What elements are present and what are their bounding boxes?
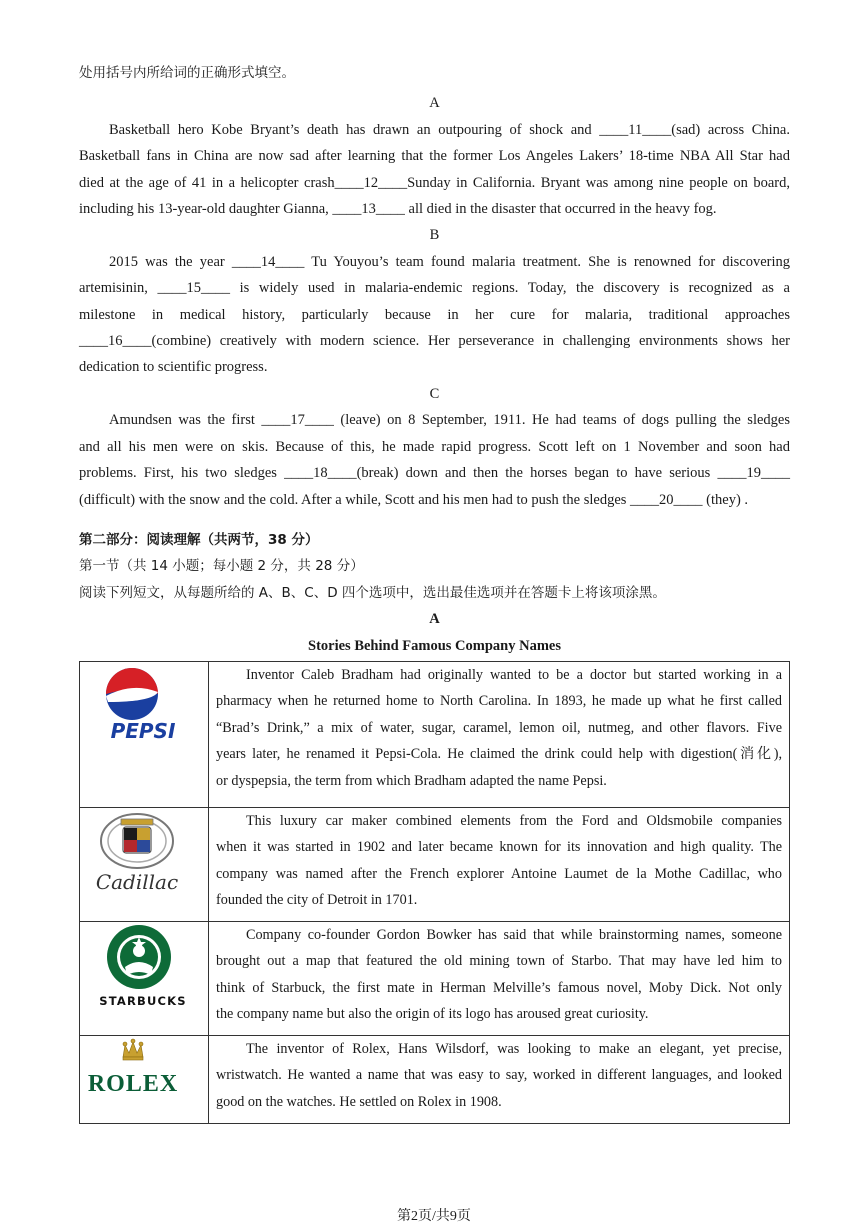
passage-line: (difficult) with the snow and the cold. After a while, Scott and his men had to push the sledges ____20____ (they) . (79, 491, 749, 508)
cadillac-logo-cell (80, 807, 209, 921)
company-table (79, 661, 790, 1124)
passage-line: Amundsen was the first ____17____ (leave) on 8 September, 1911. He had teams of dogs pulling the sledges (109, 412, 790, 429)
row-line: when it was started in 1902 and later became known for its innovation and high quality. The (216, 839, 782, 856)
row-line: founded the city of Detroit in 1701. (216, 892, 418, 909)
pepsi-description (209, 661, 790, 807)
table-row (80, 661, 790, 807)
row-line: The inventor of Rolex, Hans Wilsdorf, was looking to make an elegant, yet precise, (246, 1040, 782, 1057)
passage-line: Basketball hero Kobe Bryant’s death has drawn an outpouring of shock and ____11____(sad) across China. (109, 121, 790, 138)
row-line: pharmacy when he returned home to North Carolina. In 1893, he made up what he first called (216, 693, 782, 710)
part2-passage-label: A (429, 611, 440, 628)
part2-title: 第二部分：阅读理解（共两节，38 分） (79, 531, 319, 548)
pepsi-logo-text: PEPSI (110, 718, 176, 743)
passage-c-label: C (429, 385, 440, 402)
starbucks-logo-cell (80, 921, 209, 1035)
passage-a-label: A (429, 95, 440, 112)
row-line: the company name but also the origin of its logo has aroused great curiosity. (216, 1006, 649, 1023)
article-title: Stories Behind Famous Company Names (308, 637, 561, 654)
cadillac-description (209, 807, 790, 921)
starbucks-logo (81, 923, 207, 1029)
pepsi-logo-cell (80, 661, 209, 807)
part2-instruction: 阅读下列短文，从每题所给的 A、B、C、D 四个选项中，选出最佳选项并在答题卡上将该项涂黑。 (79, 584, 666, 601)
pepsi-logo (81, 663, 207, 801)
starbucks-logo-text: STARBUCKS (99, 993, 187, 1008)
table-row (80, 921, 790, 1035)
rolex-description (209, 1035, 790, 1123)
row-line: company was named after the French explorer Antoine Laumet de la Mothe Cadillac, who (216, 865, 782, 882)
rolex-logo (81, 1037, 207, 1117)
row-line: good on the watches. He settled on Rolex in 1908. (216, 1093, 502, 1110)
passage-line: ____16____(combine) creatively with modern science. Her perseverance in challenging environments shows her (79, 333, 790, 350)
table-row (80, 807, 790, 921)
section1-title: 第一节（共 14 小题；每小题 2 分，共 28 分） (79, 558, 364, 575)
starbucks-description (209, 921, 790, 1035)
row-line: years later, he renamed it Pepsi-Cola. He claimed the drink could help with digestion(消化), (216, 746, 782, 763)
row-line: This luxury car maker combined elements from the Ford and Oldsmobile companies (246, 812, 782, 829)
passage-line: artemisinin, ____15____ is widely used in malaria-endemic regions. Today, the discovery is recognized as a (79, 280, 790, 297)
row-line: wristwatch. He wanted a name that was easy to say, worked in different languages, and looked (216, 1067, 782, 1084)
row-line: Inventor Caleb Bradham had originally wanted to be a doctor but started working in a (246, 666, 782, 683)
table-row (80, 1035, 790, 1123)
passage-line: 2015 was the year ____14____ Tu Youyou’s team found malaria treatment. She is renowned for discovering (109, 253, 790, 270)
passage-line: Basketball fans in China are now sad after learning that the former Los Angeles Lakers’ 18-time NBA All Star had (79, 148, 790, 165)
passage-line: milestone in medical history, particularly because in her cure for malaria, traditional approaches (79, 306, 790, 323)
passage-line: died at the age of 41 in a helicopter crash____12____Sunday in California. Bryant was among nine people on board, (79, 174, 790, 191)
rolex-logo-cell (80, 1035, 209, 1123)
passage-line: problems. First, his two sledges ____18____(break) down and then the horses began to have serious ____19____ (79, 465, 790, 482)
row-line: Company co-founder Gordon Bowker has said that while brainstorming names, someone (246, 926, 782, 943)
passage-line: dedication to scientific progress. (79, 359, 268, 376)
passage-line: including his 13-year-old daughter Gianna, ____13____ all died in the disaster that occurred in the heavy fog. (79, 201, 717, 218)
rolex-logo-text: ROLEX (87, 1070, 179, 1097)
page-content (79, 60, 790, 1124)
row-line: “Brad’s Drink,” a mix of water, sugar, caramel, lemon oil, nutmeg, and other flavors. Five (216, 719, 782, 736)
page-footer: 第2页/共9页 (397, 1209, 471, 1224)
passage-b-label: B (429, 227, 440, 244)
passage-b (79, 249, 790, 381)
cadillac-logo (81, 809, 207, 915)
row-line: brought out a map that featured the old mining town of Starbo. That may have led him to (216, 953, 782, 970)
row-line: or dyspepsia, the term from which Bradham adapted the name Pepsi. (216, 772, 607, 789)
row-line: think of Starbuck, the first mate in Herman Melville’s famous novel, Moby Dick. Not only (216, 979, 782, 996)
cadillac-logo-text: Cadillac (95, 869, 179, 894)
passage-line: and all his men were on skis. Because of this, he made rapid progress. Scott left on 1 November and soon had (79, 438, 790, 455)
passage-c (79, 407, 790, 513)
instruction: 处用括号内所给词的正确形式填空。 (79, 65, 295, 81)
passage-a (79, 117, 790, 223)
